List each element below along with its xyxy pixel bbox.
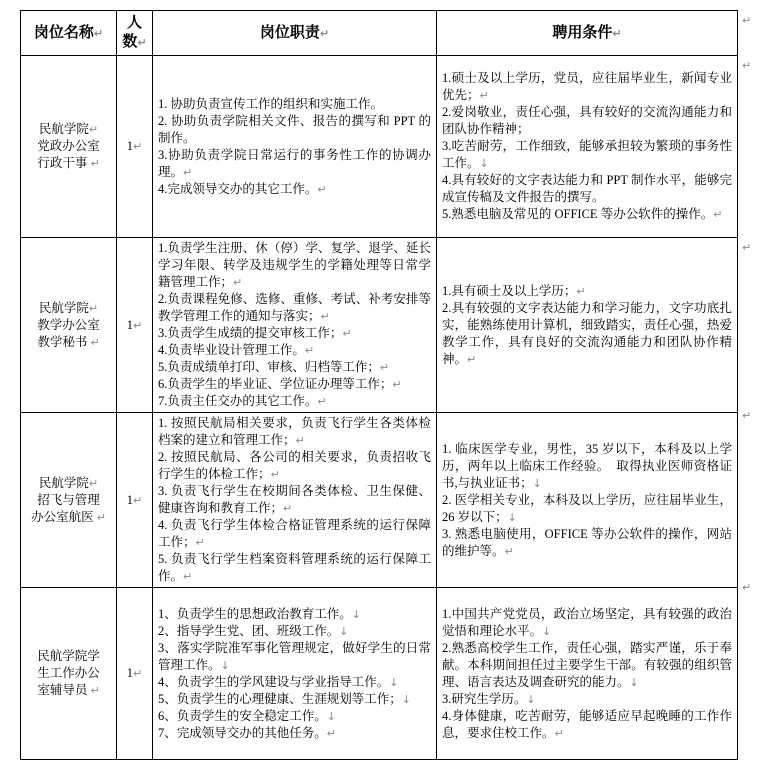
text-paragraph: 1、负责学生的思想政治教育工作。↓ — [158, 606, 361, 621]
formatting-mark-icon: ↵ — [317, 395, 327, 408]
formatting-mark-icon: ↓ — [326, 709, 336, 723]
formatting-mark-icon: ↵ — [326, 726, 336, 740]
formatting-mark-icon: ↓ — [389, 675, 399, 689]
formatting-mark-icon: ↵ — [88, 476, 99, 490]
text-paragraph: 1.硕士及以上学历，党员，应往届毕业生，新闻专业优先；↵ — [442, 71, 732, 102]
text-paragraph: 2. 医学相关专业，本科及以上学历，应往届毕业生，26 岁以下；↓ — [442, 492, 732, 524]
formatting-mark-icon: ↵ — [320, 310, 330, 323]
formatting-mark-icon: ↓ — [629, 675, 639, 689]
text-paragraph: 民航学院↵ — [38, 300, 99, 315]
formatting-mark-icon: ↵ — [742, 59, 752, 72]
formatting-mark-icon: ↵ — [96, 510, 106, 524]
text-paragraph: 3.协助负责学院日常运行的事务性工作的协调办理。↵ — [158, 147, 431, 179]
text-paragraph: 4.身体健康，吃苦耐劳，能够适应早起晚睡的工作作息，要求住校工作。↵ — [442, 708, 732, 740]
text-paragraph: 3.负责学生成绩的提交审核工作；↵ — [158, 326, 352, 340]
header-row — [21, 11, 738, 56]
paragraph-mark-icon — [742, 59, 751, 72]
text-paragraph: 2.具有较强的文字表达能力和学习能力，文字功底扎实，能熟练使用计算机，细致踏实，责任心强，热爱教学工作，具有良好的交流沟通能力和团队协作精神。↵ — [442, 300, 732, 366]
formatting-mark-icon: ↵ — [317, 182, 327, 196]
table-row-teaching-secretary — [21, 238, 738, 413]
formatting-mark-icon: ↓ — [339, 624, 349, 638]
conditions-cell — [437, 588, 738, 760]
formatting-mark-icon: ↵ — [90, 684, 100, 697]
formatting-mark-icon: ↵ — [133, 493, 143, 507]
text-paragraph: 4、负责学生的学风建设与学业指导工作。↓ — [158, 674, 399, 689]
formatting-mark-icon: ↓ — [351, 607, 361, 621]
text-paragraph: 4.具有较好的文字表达能力和 PPT 制作水平，能够完成宣传稿及文件报告的撰写。 — [442, 173, 732, 204]
job-positions-table — [20, 10, 738, 760]
formatting-mark-icon: ↓ — [220, 658, 230, 672]
position-name-cell — [21, 413, 117, 588]
text-paragraph: 4. 负责飞行学生体检合格证管理系统的运行保障工作；↵ — [158, 518, 431, 549]
text-paragraph: 6.负责学生的毕业证、学位证办理等工作；↵ — [158, 377, 402, 391]
formatting-mark-icon: ↓ — [507, 510, 517, 524]
formatting-mark-icon: ↵ — [88, 301, 99, 315]
formatting-mark-icon: ↵ — [93, 26, 104, 40]
formatting-mark-icon: ↵ — [742, 581, 752, 594]
paragraph-mark-icon — [742, 14, 751, 27]
text-paragraph: 生工作办公 — [37, 666, 100, 680]
formatting-mark-icon: ↵ — [392, 378, 402, 391]
text-paragraph: 1.负责学生注册、休（停）学、复学、退学、延长学习年限、转学及违规学生的学籍处理等日常学籍管理工作；↵ — [158, 241, 431, 289]
formatting-mark-icon: ↵ — [270, 468, 280, 481]
position-name-cell — [21, 588, 117, 760]
table-row-admin-clerk — [21, 56, 738, 238]
header-position-name: 岗位名称↵ — [21, 11, 117, 56]
formatting-mark-icon: ↵ — [713, 208, 723, 221]
text-paragraph: 1. 协助负责宣传工作的组织和实施工作。 — [158, 96, 384, 111]
formatting-mark-icon: ↵ — [183, 165, 193, 179]
formatting-mark-icon: ↵ — [88, 123, 99, 136]
formatting-mark-icon: ↓ — [532, 476, 542, 490]
position-name-cell — [21, 56, 117, 238]
headcount-cell: 1↵ — [117, 413, 153, 588]
formatting-mark-icon: ↓ — [526, 692, 536, 706]
text-paragraph: 5、负责学生的心理健康、生涯规划等工作；↓ — [158, 691, 411, 706]
header-duties: 岗位职责↵ — [153, 11, 437, 56]
formatting-mark-icon: ↵ — [742, 241, 752, 254]
paragraph-mark-icon — [742, 409, 751, 422]
formatting-mark-icon: ↵ — [742, 14, 752, 27]
formatting-mark-icon: ↵ — [90, 335, 100, 349]
headcount-cell: 1↵ — [117, 56, 153, 238]
headcount-cell: 1↵ — [117, 588, 153, 760]
table-row-student-counselor — [21, 588, 738, 760]
formatting-mark-icon: ↵ — [195, 536, 205, 549]
paragraph-mark-icon — [742, 241, 751, 254]
text-paragraph: 5. 负责飞行学生档案资料管理系统的运行保障工作。↵ — [158, 552, 431, 583]
duties-cell — [153, 413, 437, 588]
text-paragraph: 2.熟悉高校学生工作，责任心强，踏实严谨，乐于奉献。本科期间担任过主要学生干部。有较强的组织管理、语言表达及调查研究的能力。↓ — [442, 640, 732, 689]
duties-cell — [153, 588, 437, 760]
formatting-mark-icon: ↵ — [479, 89, 489, 102]
formatting-mark-icon: ↵ — [379, 361, 390, 374]
text-paragraph: 5.熟悉电脑及常见的 OFFICE 等办公软件的操作。↵ — [442, 207, 723, 221]
text-paragraph: 3. 熟悉电脑使用，OFFICE 等办公软件的操作，网站的维护等。↵ — [442, 526, 732, 558]
paragraph-mark-icon — [742, 581, 751, 594]
formatting-mark-icon: ↵ — [283, 502, 293, 515]
formatting-mark-icon: ↵ — [133, 318, 143, 332]
formatting-mark-icon: ↵ — [554, 726, 564, 740]
text-paragraph: 4.完成领导交办的其它工作。↵ — [158, 181, 327, 196]
position-name-cell — [21, 238, 117, 413]
text-paragraph: 2、指导学生党、团、班级工作。↓ — [158, 623, 349, 638]
text-paragraph: 2.负责课程免修、选修、重修、考试、补考安排等教学管理工作的通知与落实；↵ — [158, 292, 431, 323]
text-paragraph: 办公室航医 ↵ — [31, 509, 106, 524]
text-paragraph: 2.爱岗敬业，责任心强，具有较好的交流沟通能力和团队协作精神； — [442, 105, 732, 136]
text-paragraph: 7.负责主任交办的其它工作。↵ — [158, 394, 327, 408]
formatting-mark-icon: ↵ — [90, 157, 100, 170]
text-paragraph: 教学办公室 — [37, 317, 100, 332]
text-paragraph: 1.中国共产党党员，政治立场坚定，具有较强的政治觉悟和理论水平。↓ — [442, 606, 732, 638]
formatting-mark-icon: ↵ — [137, 36, 147, 49]
duties-cell — [153, 56, 437, 238]
header-headcount: 人数↵ — [117, 11, 153, 56]
text-paragraph: 3. 负责飞行学生在校期间各类体检、卫生保健、健康咨询和教育工作；↵ — [158, 484, 431, 515]
formatting-mark-icon: ↵ — [576, 284, 586, 298]
text-paragraph: 6、负责学生的安全稳定工作。↓ — [158, 708, 336, 723]
text-paragraph: 党政办公室 — [37, 139, 100, 153]
text-paragraph: 室辅导员 ↵ — [37, 683, 100, 697]
conditions-cell — [437, 56, 738, 238]
conditions-cell — [437, 413, 738, 588]
headcount-cell: 1↵ — [117, 238, 153, 413]
formatting-mark-icon: ↵ — [612, 26, 622, 40]
formatting-mark-icon: ↵ — [233, 276, 243, 289]
text-paragraph: 行政干事 ↵ — [37, 156, 100, 170]
text-paragraph: 民航学院↵ — [38, 475, 99, 490]
text-paragraph: 3.吃苦耐劳，工作细致，能够承担较为繁琐的事务性工作。↓ — [442, 139, 732, 170]
text-paragraph: 4.负责毕业设计管理工作。↵ — [158, 343, 315, 357]
formatting-mark-icon: ↓ — [542, 624, 552, 638]
formatting-mark-icon: ↵ — [304, 344, 315, 357]
duties-cell — [153, 238, 437, 413]
text-paragraph: 2. 按照民航局、各公司的相关要求，负责招收飞行学生的体检工作；↵ — [158, 450, 431, 481]
formatting-mark-icon: ↵ — [467, 352, 477, 366]
text-paragraph: 5.负责成绩单打印、审核、归档等工作；↵ — [158, 360, 390, 374]
text-paragraph: 1. 按照民航局相关要求，负责飞行学生各类体检档案的建立和管理工作；↵ — [158, 416, 431, 447]
conditions-cell — [437, 238, 738, 413]
formatting-mark-icon: ↵ — [319, 26, 330, 40]
formatting-mark-icon: ↵ — [342, 327, 352, 340]
formatting-mark-icon: ↓ — [401, 692, 411, 706]
formatting-mark-icon: ↓ — [479, 157, 489, 170]
text-paragraph: 7、完成领导交办的其他任务。↵ — [158, 725, 336, 740]
formatting-mark-icon: ↵ — [183, 570, 193, 583]
formatting-mark-icon: ↵ — [133, 140, 143, 153]
formatting-mark-icon: ↵ — [742, 409, 752, 422]
text-paragraph: 3、落实学院准军事化管理规定，做好学生的日常管理工作。↓ — [158, 640, 431, 672]
text-paragraph: 招飞与管理 — [37, 492, 100, 507]
text-paragraph: 3.研究生学历。↓ — [442, 691, 536, 706]
formatting-mark-icon: ↵ — [295, 434, 305, 447]
text-paragraph: 民航学院学 — [37, 649, 100, 663]
text-paragraph: 教学秘书 ↵ — [37, 334, 100, 349]
text-paragraph: 1.具有硕士及以上学历；↵ — [442, 283, 586, 298]
formatting-mark-icon: ↵ — [504, 544, 514, 558]
text-paragraph: 民航学院↵ — [38, 122, 99, 136]
text-paragraph: 2. 协助负责学院相关文件、报告的撰写和 PPT 的制作。 — [158, 113, 431, 145]
table-row-aviation-medic — [21, 413, 738, 588]
header-conditions: 聘用条件↵ — [437, 11, 738, 56]
text-paragraph: 1. 临床医学专业，男性，35 岁以下，本科及以上学历，两年以上临床工作经验。 取得执业医师资格证书,与执业证书；↓ — [442, 441, 732, 490]
formatting-mark-icon: ↵ — [133, 667, 143, 680]
